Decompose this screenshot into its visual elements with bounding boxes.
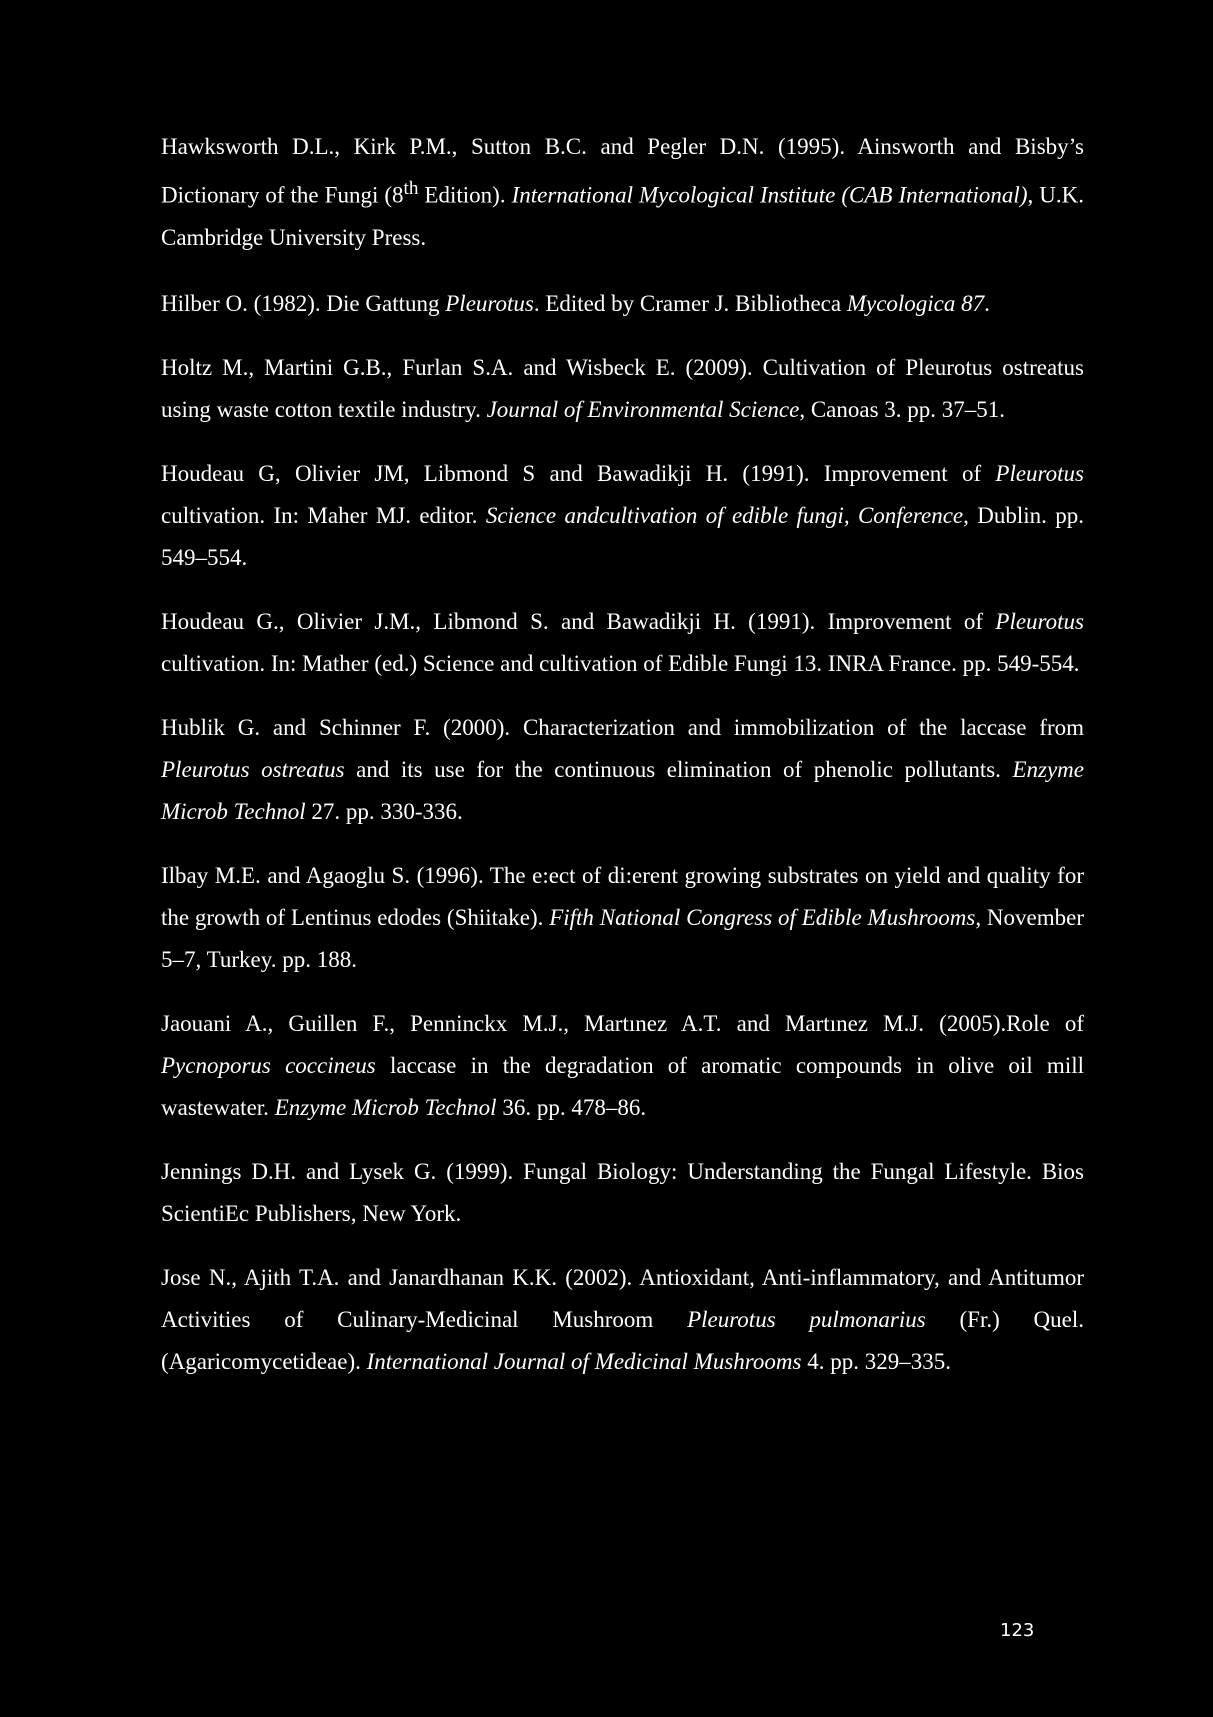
reference-hilber: Hilber O. (1982). Die Gattung Pleurotus. Edited by Cramer J. Bibliotheca Mycologica 87. <box>161 290 990 316</box>
page-number: 123 <box>1000 1620 1035 1641</box>
reference-list <box>161 126 1084 1383</box>
reference-holtz: Holtz M., Martini G.B., Furlan S.A. and Wisbeck E. (2009). Cultivation of Pleurotus ostreatus using waste cotton textile industry. Journal of Environmental Science, Canoas 3. pp. 37–51. <box>161 354 1084 422</box>
reference-jaouani: Jaouani A., Guillen F., Penninckx M.J., Martınez A.T. and Martınez M.J. (2005).Role of Pycnoporus coccineus laccase in the degradation of aromatic compounds in olive oil mill wastewater. Enzyme Microb Technol 36. pp. 478–86. <box>161 1010 1084 1120</box>
reference-houdeau-1: Houdeau G, Olivier JM, Libmond S and Bawadikji H. (1991). Improvement of Pleurotus cultivation. In: Maher MJ. editor. Science andcultivation of edible fungi, Conference, Dublin. pp. 549–554. <box>161 460 1084 570</box>
reference-hublik: Hublik G. and Schinner F. (2000). Characterization and immobilization of the laccase from Pleurotus ostreatus and its use for the continuous elimination of phenolic pollutants. Enzyme Microb Technol 27. pp. 330-336. <box>161 714 1084 824</box>
reference-ilbay: Ilbay M.E. and Agaoglu S. (1996). The e:ect of di:erent growing substrates on yield and quality for the growth of Lentinus edodes (Shiitake). Fifth National Congress of Edible Mushrooms, November 5–7, Turkey. pp. 188. <box>161 862 1084 972</box>
reference-jennings: Jennings D.H. and Lysek G. (1999). Fungal Biology: Understanding the Fungal Lifestyle. Bios ScientiEc Publishers, New York. <box>161 1158 1084 1226</box>
reference-houdeau-2: Houdeau G., Olivier J.M., Libmond S. and Bawadikji H. (1991). Improvement of Pleurotus cultivation. In: Mather (ed.) Science and cultivation of Edible Fungi 13. INRA France. pp. 549-554. <box>161 608 1084 676</box>
reference-hawksworth: Hawksworth D.L., Kirk P.M., Sutton B.C. and Pegler D.N. (1995). Ainsworth and Bisby’s Dictionary of the Fungi (8th Edition). International Mycological Institute (CAB International), U.K. Cambridge University Press. <box>161 134 1084 250</box>
reference-jose: Jose N., Ajith T.A. and Janardhanan K.K. (2002). Antioxidant, Anti-inflammatory, and Antitumor Activities of Culinary-Medicinal Mushroom Pleurotus pulmonarius (Fr.) Quel. (Agaricomycetideae). International Journal of Medicinal Mushrooms 4. pp. 329–335. <box>161 1264 1085 1374</box>
